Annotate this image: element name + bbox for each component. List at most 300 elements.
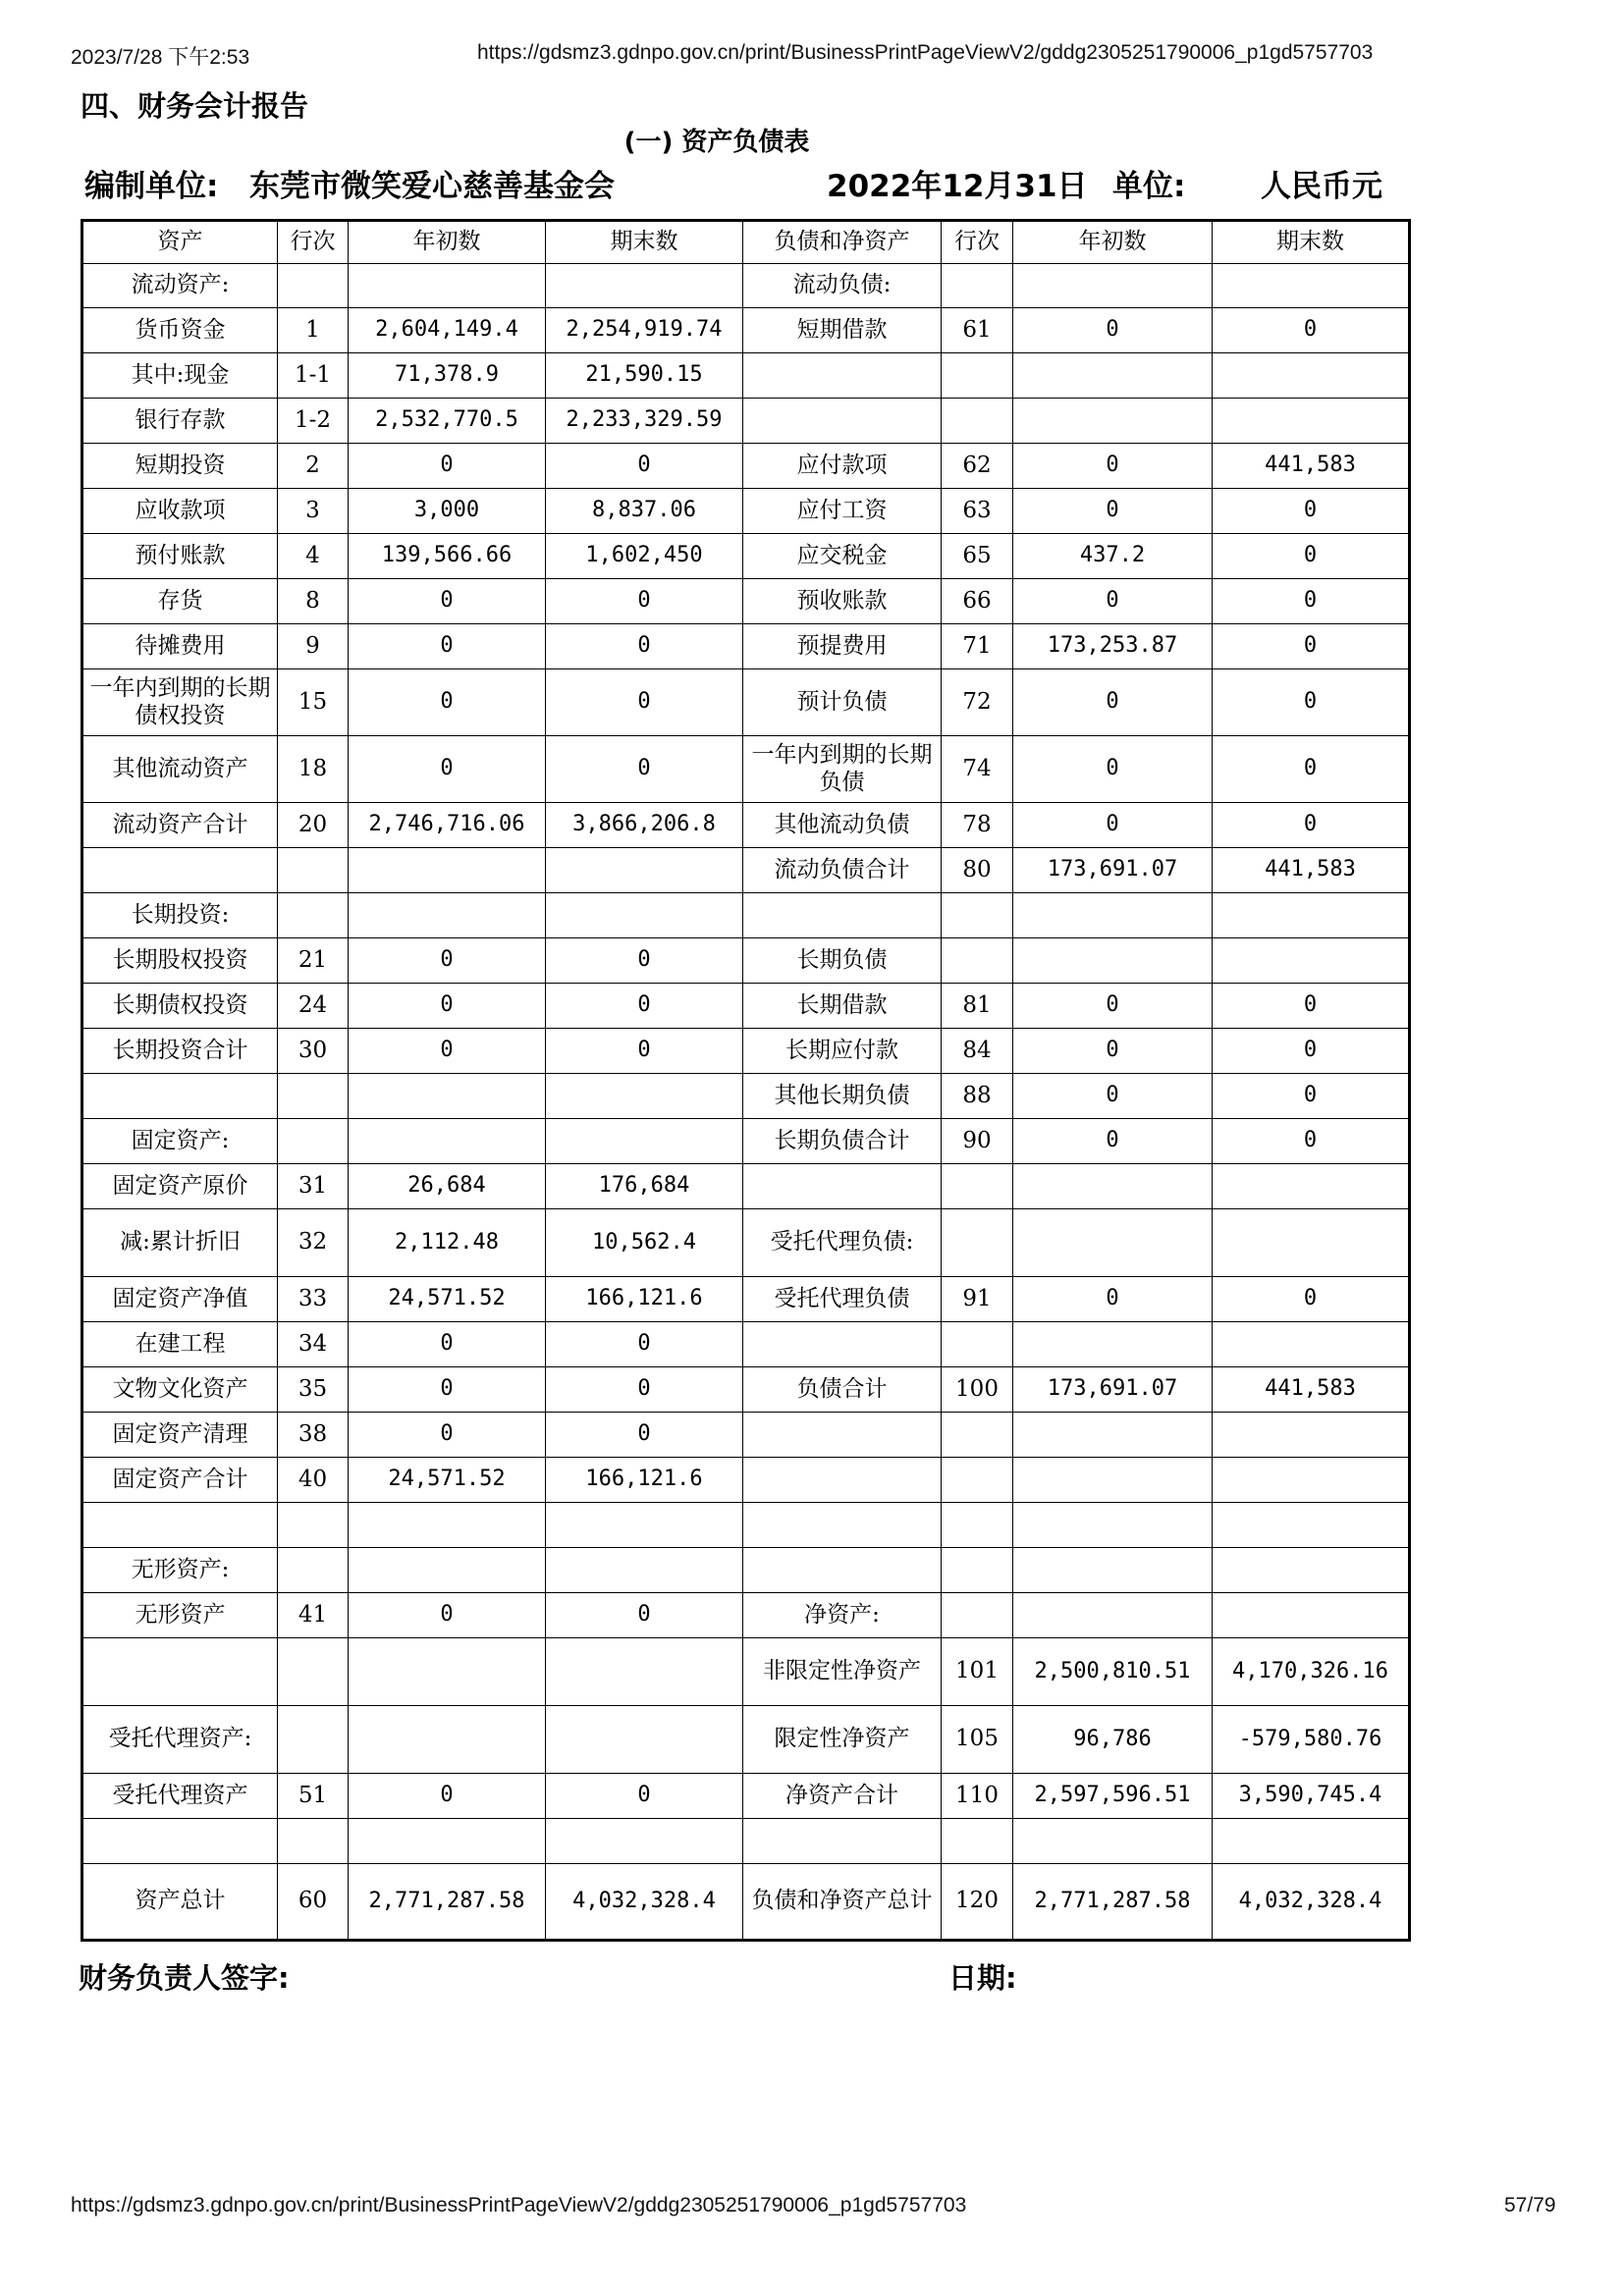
table-row [82,1277,1410,1322]
cell-liab-begin: 0 [1013,489,1213,534]
table-row [82,1774,1410,1819]
cell-asset-line-no: 1-2 [278,399,349,444]
cell-liab-line-no: 80 [942,848,1013,893]
column-header-liab-begin: 年初数 [1013,221,1213,264]
cell-asset-line-no: 1-1 [278,353,349,399]
unit-name: 东莞市微笑爱心慈善基金会 [249,169,615,204]
cell-asset-name: 一年内到期的长期债权投资 [82,669,278,736]
cell-liab-line-no: 63 [942,489,1013,534]
cell-asset-name: 无形资产 [82,1593,278,1638]
cell-liab-name: 净资产合计 [743,1774,942,1819]
print-footer-url: https://gdsmz3.gdnpo.gov.cn/print/BusinessPrintPageViewV2/gddg2305251790006_p1gd5757703 [71,2194,967,2216]
column-header-asset-begin: 年初数 [349,221,546,264]
cell-liab-begin [1013,1548,1213,1593]
cell-asset-name: 流动资产合计 [82,803,278,848]
cell-liab-name: 长期负债合计 [743,1119,942,1164]
cell-liab-end [1213,1819,1410,1864]
currency-name: 人民币元 [1261,169,1382,204]
cell-asset-line-no: 18 [278,736,349,803]
cell-asset-name [82,848,278,893]
table-row [82,1029,1410,1074]
cell-asset-begin: 0 [349,444,546,489]
cell-liab-line-no: 105 [942,1706,1013,1774]
cell-asset-line-no [278,264,349,308]
cell-asset-line-no [278,848,349,893]
cell-asset-begin: 2,604,149.4 [349,308,546,353]
cell-asset-begin: 0 [349,1367,546,1413]
cell-liab-end [1213,1413,1410,1458]
cell-asset-name: 固定资产: [82,1119,278,1164]
table-row [82,624,1410,669]
table-row [82,1367,1410,1413]
cell-liab-name: 应付款项 [743,444,942,489]
cell-asset-end: 176,684 [546,1164,743,1209]
cell-liab-begin: 0 [1013,984,1213,1029]
cell-asset-line-no [278,1706,349,1774]
table-row [82,1593,1410,1638]
cell-asset-name: 固定资产合计 [82,1458,278,1503]
cell-asset-line-no: 32 [278,1209,349,1277]
table-row [82,938,1410,984]
cell-liab-end: 4,170,326.16 [1213,1638,1410,1706]
cell-asset-begin [349,848,546,893]
cell-liab-line-no: 101 [942,1638,1013,1706]
cell-asset-line-no: 9 [278,624,349,669]
signature-label: 财务负责人签字: [79,1961,290,1995]
cell-asset-end: 0 [546,984,743,1029]
cell-liab-name [743,1322,942,1367]
balance-sheet-table [81,219,1411,1942]
cell-liab-line-no: 90 [942,1119,1013,1164]
cell-liab-end [1213,264,1410,308]
table-row [82,534,1410,579]
print-header-url: https://gdsmz3.gdnpo.gov.cn/print/BusinessPrintPageViewV2/gddg2305251790006_p1gd5757703 [477,41,1374,64]
cell-liab-name: 负债和净资产总计 [743,1864,942,1941]
cell-asset-begin: 0 [349,1593,546,1638]
table-row [82,984,1410,1029]
cell-liab-begin [1013,938,1213,984]
cell-asset-line-no: 24 [278,984,349,1029]
cell-liab-line-no [942,1593,1013,1638]
cell-asset-name: 应收款项 [82,489,278,534]
cell-liab-end [1213,1458,1410,1503]
cell-asset-line-no: 33 [278,1277,349,1322]
table-row [82,579,1410,624]
cell-asset-name [82,1638,278,1706]
page-number: 57/79 [1504,2194,1556,2216]
table-row [82,1322,1410,1367]
cell-asset-end [546,848,743,893]
cell-asset-line-no [278,1638,349,1706]
cell-liab-end [1213,1548,1410,1593]
cell-asset-end [546,1548,743,1593]
cell-asset-end: 21,590.15 [546,353,743,399]
cell-asset-name: 货币资金 [82,308,278,353]
cell-asset-end: 0 [546,444,743,489]
cell-liab-name: 其他流动负债 [743,803,942,848]
table-row [82,1548,1410,1593]
cell-asset-begin: 0 [349,1322,546,1367]
cell-liab-end [1213,1322,1410,1367]
cell-asset-line-no: 60 [278,1864,349,1941]
cell-asset-name: 无形资产: [82,1548,278,1593]
currency-label: 单位: [1112,169,1186,204]
cell-asset-line-no: 21 [278,938,349,984]
table-row [82,1819,1410,1864]
cell-liab-end: 0 [1213,669,1410,736]
cell-liab-line-no [942,1322,1013,1367]
cell-liab-begin [1013,1819,1213,1864]
cell-asset-end: 10,562.4 [546,1209,743,1277]
cell-asset-line-no: 30 [278,1029,349,1074]
cell-asset-begin: 2,746,716.06 [349,803,546,848]
cell-asset-end: 2,254,919.74 [546,308,743,353]
cell-asset-end: 4,032,328.4 [546,1864,743,1941]
column-header-asset-name: 资产 [82,221,278,264]
cell-liab-begin: 0 [1013,669,1213,736]
cell-asset-begin [349,1074,546,1119]
cell-liab-name: 一年内到期的长期负债 [743,736,942,803]
cell-liab-line-no [942,1458,1013,1503]
cell-asset-name: 受托代理资产: [82,1706,278,1774]
cell-asset-name: 受托代理资产 [82,1774,278,1819]
cell-asset-begin: 24,571.52 [349,1458,546,1503]
cell-asset-end: 0 [546,736,743,803]
cell-liab-end: 0 [1213,489,1410,534]
cell-liab-end: 0 [1213,624,1410,669]
cell-asset-end: 0 [546,1029,743,1074]
cell-liab-name [743,1458,942,1503]
cell-liab-line-no: 61 [942,308,1013,353]
cell-liab-end [1213,893,1410,938]
cell-asset-name: 长期投资: [82,893,278,938]
cell-asset-begin: 2,771,287.58 [349,1864,546,1941]
cell-liab-begin [1013,1209,1213,1277]
cell-liab-end: -579,580.76 [1213,1706,1410,1774]
cell-asset-end: 0 [546,938,743,984]
table-row [82,399,1410,444]
cell-asset-end: 8,837.06 [546,489,743,534]
cell-asset-line-no: 4 [278,534,349,579]
cell-asset-name [82,1819,278,1864]
table-row [82,1706,1410,1774]
cell-asset-name: 其他流动资产 [82,736,278,803]
cell-liab-line-no [942,1548,1013,1593]
cell-asset-line-no: 38 [278,1413,349,1458]
cell-liab-name: 流动负债合计 [743,848,942,893]
cell-asset-begin [349,264,546,308]
cell-liab-line-no [942,399,1013,444]
table-row [82,353,1410,399]
cell-liab-end [1213,353,1410,399]
cell-liab-end: 0 [1213,534,1410,579]
cell-liab-line-no [942,938,1013,984]
cell-asset-name: 固定资产净值 [82,1277,278,1322]
cell-asset-line-no: 34 [278,1322,349,1367]
cell-asset-end: 2,233,329.59 [546,399,743,444]
column-header-liab-name: 负债和净资产 [743,221,942,264]
cell-liab-line-no: 120 [942,1864,1013,1941]
cell-asset-begin: 0 [349,938,546,984]
column-header-asset-line-no: 行次 [278,221,349,264]
cell-liab-end: 4,032,328.4 [1213,1864,1410,1941]
cell-asset-begin: 26,684 [349,1164,546,1209]
table-row [82,736,1410,803]
cell-liab-begin: 2,597,596.51 [1013,1774,1213,1819]
cell-liab-line-no: 110 [942,1774,1013,1819]
cell-liab-line-no: 71 [942,624,1013,669]
cell-liab-begin: 173,691.07 [1013,848,1213,893]
cell-liab-end [1213,938,1410,984]
cell-asset-end [546,1706,743,1774]
cell-liab-begin: 0 [1013,1029,1213,1074]
cell-asset-end: 0 [546,1593,743,1638]
cell-asset-begin [349,1638,546,1706]
cell-asset-name: 银行存款 [82,399,278,444]
cell-liab-name: 非限定性净资产 [743,1638,942,1706]
cell-asset-name: 长期投资合计 [82,1029,278,1074]
cell-asset-begin: 0 [349,669,546,736]
cell-liab-begin: 173,253.87 [1013,624,1213,669]
cell-liab-name: 短期借款 [743,308,942,353]
cell-asset-line-no: 1 [278,308,349,353]
cell-asset-begin: 2,532,770.5 [349,399,546,444]
cell-liab-line-no [942,1413,1013,1458]
date-label: 日期: [948,1961,1017,1995]
cell-liab-end: 441,583 [1213,444,1410,489]
cell-asset-line-no: 2 [278,444,349,489]
cell-asset-name: 在建工程 [82,1322,278,1367]
cell-liab-name: 应付工资 [743,489,942,534]
cell-asset-end [546,264,743,308]
cell-liab-begin: 173,691.07 [1013,1367,1213,1413]
cell-liab-line-no: 65 [942,534,1013,579]
cell-liab-line-no: 88 [942,1074,1013,1119]
cell-liab-name [743,1548,942,1593]
table-row [82,1503,1410,1548]
cell-asset-line-no: 40 [278,1458,349,1503]
cell-liab-begin: 437.2 [1013,534,1213,579]
cell-asset-begin: 0 [349,736,546,803]
cell-asset-end: 0 [546,1322,743,1367]
cell-liab-line-no: 74 [942,736,1013,803]
cell-asset-end: 1,602,450 [546,534,743,579]
table-title: (一) 资产负债表 [623,128,810,157]
cell-asset-begin [349,1119,546,1164]
cell-liab-name: 负债合计 [743,1367,942,1413]
cell-liab-line-no [942,1209,1013,1277]
cell-liab-begin: 2,771,287.58 [1013,1864,1213,1941]
cell-asset-end: 166,121.6 [546,1277,743,1322]
cell-liab-name: 受托代理负债 [743,1277,942,1322]
cell-liab-line-no: 66 [942,579,1013,624]
section-title: 四、财务会计报告 [81,89,309,123]
table-row [82,848,1410,893]
cell-liab-end: 0 [1213,984,1410,1029]
cell-liab-name: 预收账款 [743,579,942,624]
print-datetime: 2023/7/28 下午2:53 [71,46,250,69]
cell-asset-line-no [278,1074,349,1119]
cell-asset-name: 减:累计折旧 [82,1209,278,1277]
cell-liab-begin [1013,264,1213,308]
cell-asset-name: 文物文化资产 [82,1367,278,1413]
cell-asset-begin: 3,000 [349,489,546,534]
unit-label: 编制单位: [84,169,219,204]
table-row [82,1074,1410,1119]
cell-asset-end [546,1119,743,1164]
cell-liab-begin: 0 [1013,1277,1213,1322]
table-row [82,1458,1410,1503]
cell-asset-end: 0 [546,624,743,669]
cell-liab-end: 0 [1213,1277,1410,1322]
column-header-liab-line-no: 行次 [942,221,1013,264]
cell-liab-line-no: 84 [942,1029,1013,1074]
cell-asset-end [546,1503,743,1548]
cell-asset-begin: 2,112.48 [349,1209,546,1277]
cell-asset-begin [349,1503,546,1548]
cell-asset-begin: 71,378.9 [349,353,546,399]
table-row [82,308,1410,353]
cell-asset-line-no [278,1548,349,1593]
cell-asset-line-no: 8 [278,579,349,624]
table-row [82,489,1410,534]
cell-liab-line-no: 91 [942,1277,1013,1322]
cell-liab-end [1213,1209,1410,1277]
cell-liab-end [1213,1593,1410,1638]
cell-liab-line-no [942,264,1013,308]
cell-asset-name: 其中:现金 [82,353,278,399]
cell-liab-name: 限定性净资产 [743,1706,942,1774]
cell-asset-end: 0 [546,669,743,736]
cell-asset-line-no [278,1503,349,1548]
cell-asset-name: 短期投资 [82,444,278,489]
cell-liab-end: 3,590,745.4 [1213,1774,1410,1819]
cell-asset-line-no [278,1119,349,1164]
table-row [82,264,1410,308]
cell-asset-begin [349,1706,546,1774]
cell-liab-line-no: 81 [942,984,1013,1029]
cell-liab-end [1213,1164,1410,1209]
cell-liab-end: 0 [1213,803,1410,848]
cell-liab-name [743,1164,942,1209]
cell-liab-begin [1013,1593,1213,1638]
cell-liab-name: 受托代理负债: [743,1209,942,1277]
cell-liab-name: 净资产: [743,1593,942,1638]
cell-liab-name [743,893,942,938]
cell-asset-name: 固定资产原价 [82,1164,278,1209]
cell-asset-line-no: 35 [278,1367,349,1413]
cell-asset-end: 0 [546,1413,743,1458]
cell-asset-begin [349,893,546,938]
table-row [82,1209,1410,1277]
table-row [82,669,1410,736]
cell-liab-name [743,1819,942,1864]
cell-liab-line-no [942,893,1013,938]
cell-liab-end: 0 [1213,1029,1410,1074]
table-row [82,444,1410,489]
cell-asset-name: 待摊费用 [82,624,278,669]
cell-asset-end: 0 [546,1774,743,1819]
cell-asset-begin: 0 [349,1413,546,1458]
cell-liab-begin: 0 [1013,803,1213,848]
cell-liab-line-no [942,1503,1013,1548]
cell-liab-line-no [942,353,1013,399]
cell-liab-begin [1013,1164,1213,1209]
cell-asset-name: 固定资产清理 [82,1413,278,1458]
cell-liab-line-no: 100 [942,1367,1013,1413]
table-row [82,1413,1410,1458]
cell-asset-end: 0 [546,1367,743,1413]
cell-liab-name: 长期借款 [743,984,942,1029]
cell-asset-line-no [278,1819,349,1864]
cell-liab-end: 0 [1213,308,1410,353]
cell-liab-name: 流动负债: [743,264,942,308]
cell-liab-line-no: 72 [942,669,1013,736]
cell-asset-name: 存货 [82,579,278,624]
table-row [82,1164,1410,1209]
cell-liab-name [743,399,942,444]
cell-liab-begin: 0 [1013,1119,1213,1164]
cell-liab-begin [1013,1458,1213,1503]
cell-asset-begin: 0 [349,984,546,1029]
cell-asset-end: 3,866,206.8 [546,803,743,848]
cell-asset-line-no: 51 [278,1774,349,1819]
cell-asset-end [546,1638,743,1706]
cell-liab-name [743,1413,942,1458]
table-row [82,803,1410,848]
cell-liab-begin [1013,1503,1213,1548]
cell-asset-line-no [278,893,349,938]
cell-liab-name: 长期应付款 [743,1029,942,1074]
cell-liab-end: 441,583 [1213,848,1410,893]
cell-liab-begin [1013,1413,1213,1458]
cell-asset-name [82,1503,278,1548]
cell-liab-end: 0 [1213,736,1410,803]
cell-liab-begin: 2,500,810.51 [1013,1638,1213,1706]
table-row [82,1638,1410,1706]
cell-liab-begin [1013,1322,1213,1367]
cell-asset-name: 长期股权投资 [82,938,278,984]
cell-asset-end [546,1819,743,1864]
cell-liab-begin: 0 [1013,444,1213,489]
cell-asset-end: 0 [546,579,743,624]
table-row [82,1864,1410,1941]
cell-asset-begin [349,1819,546,1864]
table-row [82,893,1410,938]
column-header-asset-end: 期末数 [546,221,743,264]
cell-asset-end: 166,121.6 [546,1458,743,1503]
cell-liab-name: 预提费用 [743,624,942,669]
table-header-row [82,221,1410,264]
cell-liab-end [1213,1503,1410,1548]
cell-liab-end: 0 [1213,1074,1410,1119]
cell-asset-name: 预付账款 [82,534,278,579]
cell-liab-name [743,353,942,399]
table-row [82,1119,1410,1164]
cell-liab-name: 预计负债 [743,669,942,736]
cell-liab-begin: 0 [1013,736,1213,803]
cell-asset-begin: 0 [349,624,546,669]
cell-liab-name [743,1503,942,1548]
cell-asset-begin: 139,566.66 [349,534,546,579]
cell-liab-begin: 0 [1013,308,1213,353]
cell-liab-begin [1013,893,1213,938]
cell-liab-name: 应交税金 [743,534,942,579]
cell-liab-begin [1013,353,1213,399]
cell-liab-name: 其他长期负债 [743,1074,942,1119]
cell-asset-begin [349,1548,546,1593]
cell-liab-end [1213,399,1410,444]
